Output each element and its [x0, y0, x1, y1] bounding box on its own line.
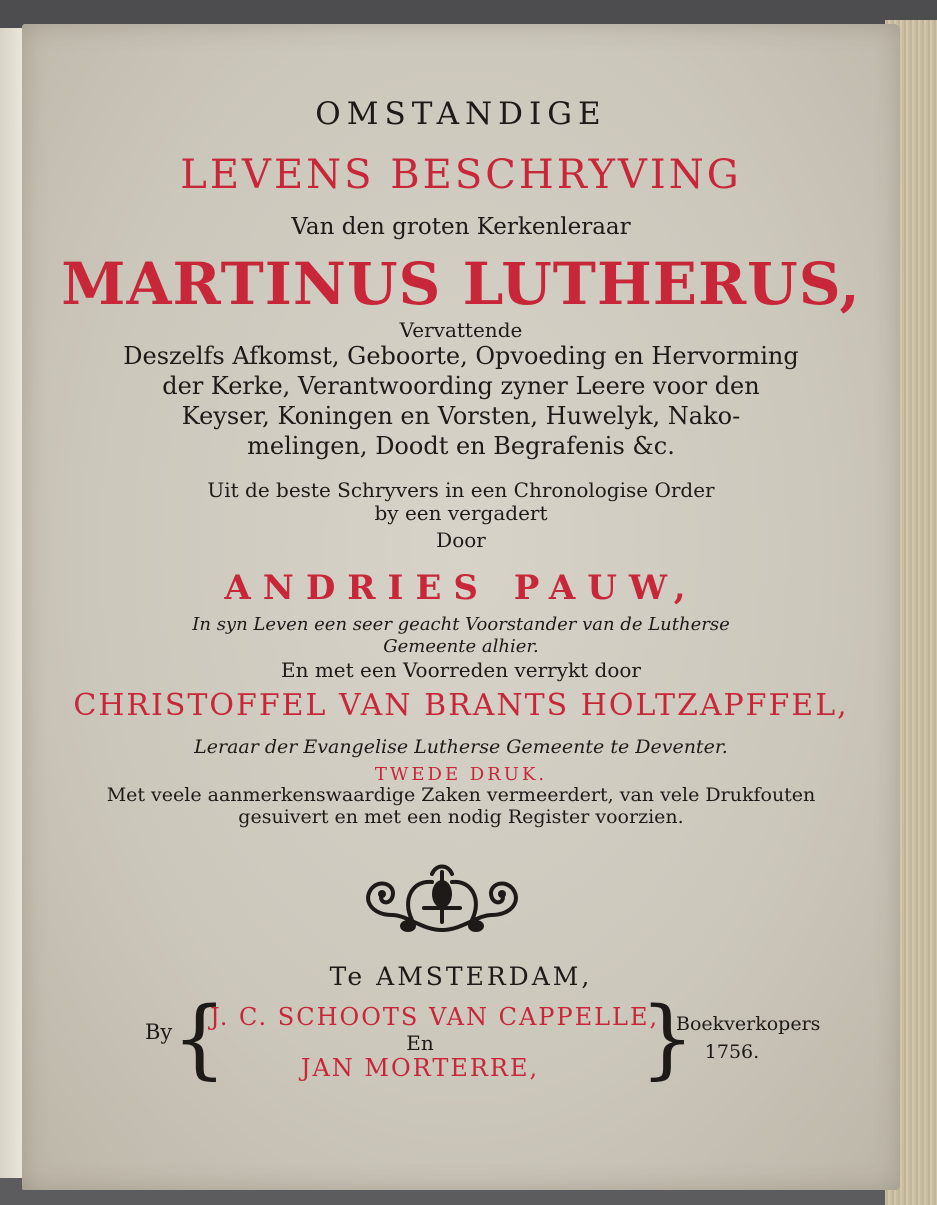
- contents-line-2: der Kerke, Verantwoording zyner Leere voor den: [162, 372, 760, 400]
- imprint-by: By: [145, 1020, 173, 1044]
- author-description-1: In syn Leven een seer geacht Voorstander van de Lutherse: [192, 614, 730, 635]
- contents-line-3: Keyser, Koningen en Vorsten, Huwelyk, Nako-: [181, 402, 741, 430]
- imprint-trade: Boekverkopers: [676, 1013, 821, 1035]
- publisher-1: J. C. SCHOOTS VAN CAPPELLE,: [210, 1003, 660, 1031]
- edition-note-1: Met veele aanmerkenswaardige Zaken vermeerdert, van vele Drukfouten: [106, 784, 816, 806]
- imprint-city: Te AMSTERDAM,: [329, 962, 593, 991]
- author-description-2: Gemeente alhier.: [383, 636, 539, 657]
- ornament-icon: [352, 860, 532, 940]
- title-vervattende: Vervattende: [399, 318, 523, 342]
- door-line: Door: [436, 528, 486, 552]
- title-omstandige: OMSTANDIGE: [315, 96, 607, 132]
- sources-line-2: by een vergadert: [374, 501, 548, 525]
- title-van-den: Van den groten Kerkenleraar: [291, 214, 631, 240]
- author-name: ANDRIES PAUW,: [224, 568, 698, 608]
- publisher-and: En: [406, 1031, 434, 1055]
- title-levens-beschryving: LEVENS BESCHRYVING: [180, 152, 742, 198]
- contents-line-1: Deszelfs Afkomst, Geboorte, Opvoeding en Hervorming: [123, 342, 799, 370]
- contents-line-4: melingen, Doodt en Begrafenis &c.: [247, 432, 675, 460]
- publisher-2: JAN MORTERRE,: [300, 1054, 540, 1082]
- title-subject-name: MARTINUS LUTHERUS,: [61, 250, 861, 318]
- left-brace-icon: {: [172, 989, 227, 1089]
- preface-author-name: CHRISTOFFEL VAN BRANTS HOLTZAPFFEL,: [73, 688, 849, 723]
- right-brace-icon: }: [640, 989, 695, 1089]
- preface-line: En met een Voorreden verrykt door: [281, 658, 641, 682]
- edition-statement: TWEDE DRUK.: [374, 764, 548, 785]
- edition-note-2: gesuivert en met een nodig Register voorzien.: [238, 806, 684, 828]
- sources-line-1: Uit de beste Schryvers in een Chronologise Order: [207, 478, 715, 502]
- imprint-year: 1756.: [704, 1041, 760, 1063]
- preface-author-description: Leraar der Evangelise Lutherse Gemeente te Deventer.: [194, 736, 728, 758]
